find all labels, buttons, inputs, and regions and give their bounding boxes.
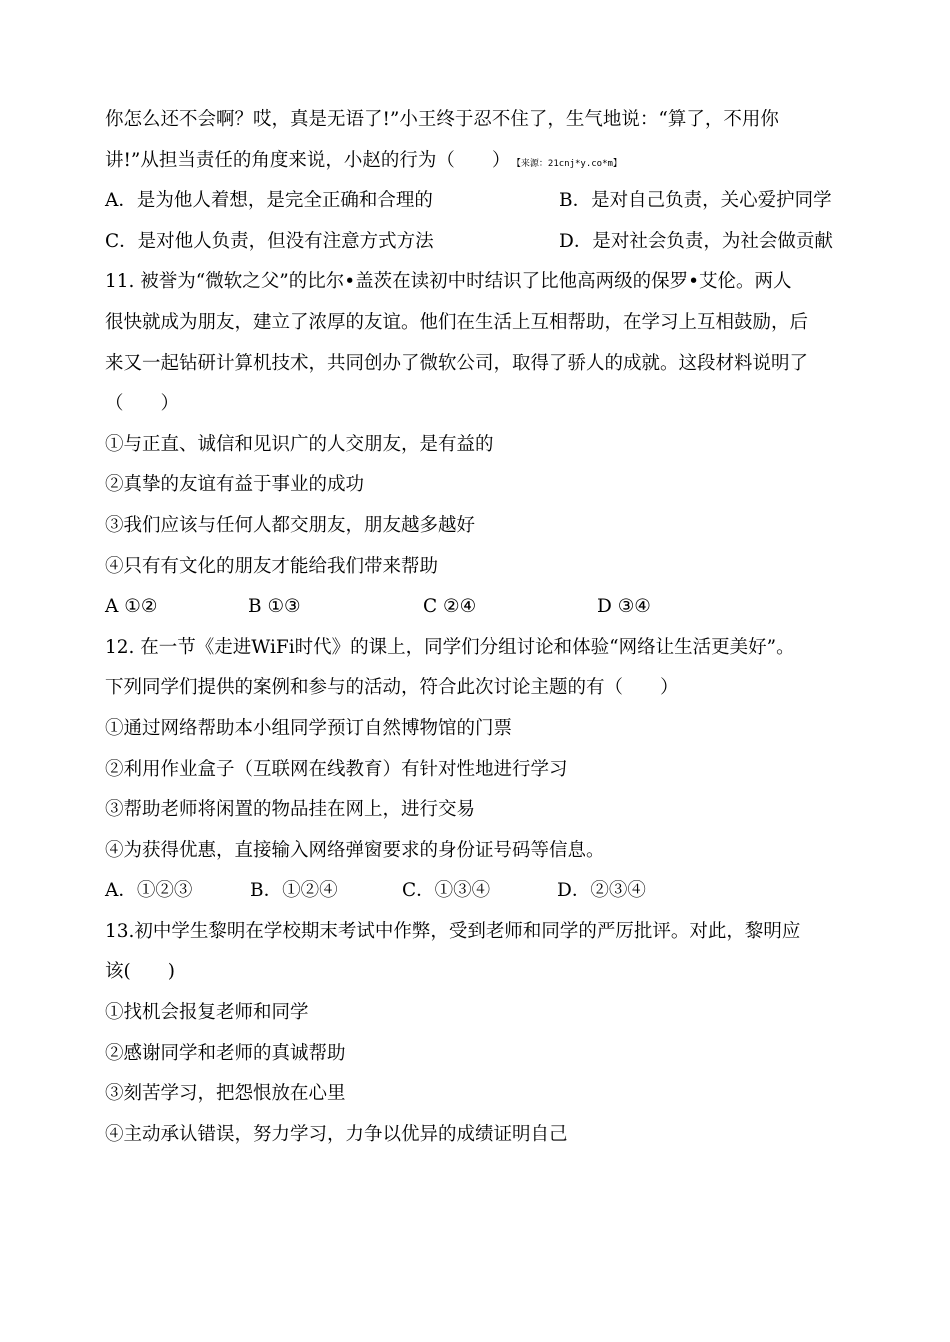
q11-text-line bbox=[105, 344, 845, 385]
q10-text-line bbox=[105, 100, 845, 141]
q12-statement bbox=[105, 831, 845, 872]
text: ③帮助老师将闲置的物品挂在网上，进行交易 bbox=[105, 799, 476, 821]
q12-statement bbox=[105, 790, 845, 831]
text: 你怎么还不会啊？哎，真是无语了!”小王终于忍不住了，生气地说：“算了，不用你 bbox=[105, 109, 779, 130]
q13-text-line bbox=[105, 912, 845, 953]
document-page bbox=[105, 100, 845, 1155]
q11-statement bbox=[105, 425, 845, 466]
option-a: A．是为他人着想，是完全正确和合理的 bbox=[105, 190, 433, 212]
text: ①找机会报复老师和同学 bbox=[105, 1002, 309, 1024]
option-b: B．①②④ bbox=[250, 880, 338, 902]
text: ②真挚的友谊有益于事业的成功 bbox=[105, 474, 365, 496]
text: 11. 被誉为“微软之父”的比尔•盖茨在读初中时结识了比他高两级的保罗•艾伦。两人 bbox=[105, 271, 792, 293]
q13-text-line bbox=[105, 952, 845, 993]
text: （ ） bbox=[105, 393, 180, 415]
q10-text-line bbox=[105, 141, 845, 182]
text: 下列同学们提供的案例和参与的活动，符合此次讨论主题的有（ ） bbox=[105, 677, 679, 699]
q12-statement bbox=[105, 750, 845, 791]
option-b: B ①③ bbox=[248, 596, 301, 618]
text: 13.初中学生黎明在学校期末考试中作弊，受到老师和同学的严厉批评。对此，黎明应 bbox=[105, 920, 801, 942]
text: ③刻苦学习，把怨恨放在心里 bbox=[105, 1083, 346, 1105]
q11-text-line bbox=[105, 303, 845, 344]
option-d: D ③④ bbox=[597, 596, 651, 618]
q11-statement bbox=[105, 547, 845, 588]
option-d: D．是对社会负责，为社会做贡献 bbox=[559, 230, 833, 252]
text: 很快就成为朋友，建立了浓厚的友谊。他们在生活上互相帮助，在学习上互相鼓励，后 bbox=[105, 311, 809, 333]
text: ①与正直、诚信和见识广的人交朋友，是有益的 bbox=[105, 433, 494, 455]
text: 该( ) bbox=[105, 961, 175, 983]
q13-statement bbox=[105, 1115, 845, 1156]
q13-statement bbox=[105, 1074, 845, 1115]
option-d: D．②③④ bbox=[557, 880, 646, 902]
q12-statement bbox=[105, 709, 845, 750]
text: ④主动承认错误，努力学习，力争以优异的成绩证明自己 bbox=[105, 1123, 568, 1145]
q11-text-line bbox=[105, 384, 845, 425]
q10-options-row bbox=[105, 181, 845, 222]
text: ①通过网络帮助本小组同学预订自然博物馆的门票 bbox=[105, 717, 513, 739]
text: ④只有有文化的朋友才能给我们带来帮助 bbox=[105, 555, 439, 577]
q13-statement bbox=[105, 1034, 845, 1075]
text: ④为获得优惠，直接输入网络弹窗要求的身份证号码等信息。 bbox=[105, 839, 605, 861]
text: ②感谢同学和老师的真诚帮助 bbox=[105, 1042, 346, 1064]
text: 12. 在一节《走进WiFi时代》的课上，同学们分组讨论和体验“网络让生活更美好”。 bbox=[105, 636, 795, 658]
q11-statement bbox=[105, 506, 845, 547]
q13-statement bbox=[105, 993, 845, 1034]
q12-options-row bbox=[105, 871, 845, 912]
text: ②利用作业盒子（互联网在线教育）有针对性地进行学习 bbox=[105, 758, 568, 780]
q12-text-line bbox=[105, 668, 845, 709]
option-a: A．①②③ bbox=[105, 880, 193, 902]
q11-statement bbox=[105, 465, 845, 506]
q12-text-line bbox=[105, 628, 845, 669]
text: ③我们应该与任何人都交朋友，朋友越多越好 bbox=[105, 514, 476, 536]
source-note: 【来源：21cnj*y.co*m】 bbox=[516, 158, 622, 169]
text: 讲!”从担当责任的角度来说，小赵的行为（ ） bbox=[105, 149, 511, 171]
option-a: A ①② bbox=[105, 596, 158, 618]
q11-text-line bbox=[105, 262, 845, 303]
option-c: C ②④ bbox=[423, 596, 477, 618]
option-c: C．①③④ bbox=[402, 880, 491, 902]
option-c: C．是对他人负责，但没有注意方式方法 bbox=[105, 230, 434, 252]
text: 来又一起钻研计算机技术，共同创办了微软公司，取得了骄人的成就。这段材料说明了 bbox=[105, 352, 809, 374]
option-b: B．是对自己负责，关心爱护同学 bbox=[559, 190, 832, 212]
q10-options-row bbox=[105, 222, 845, 263]
q11-options-row bbox=[105, 587, 845, 628]
